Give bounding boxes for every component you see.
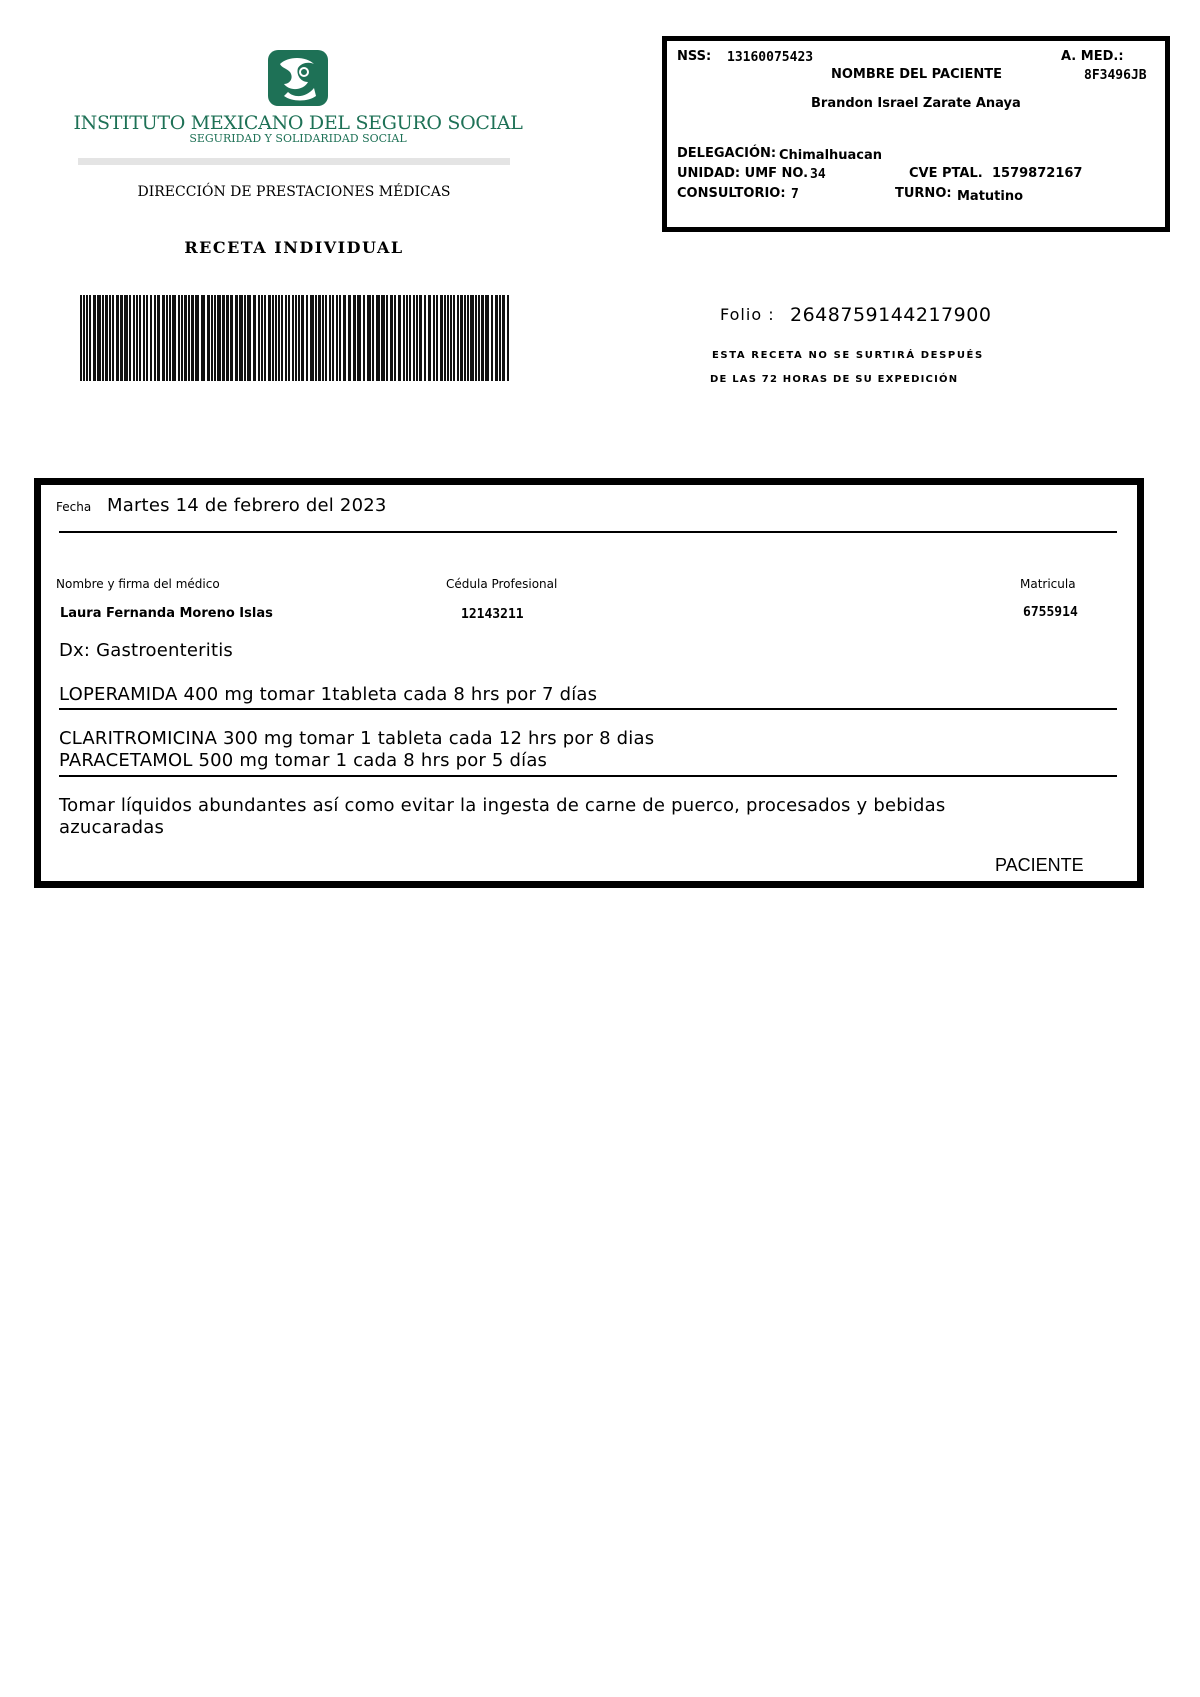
folio-value: 2648759144217900 — [790, 304, 992, 326]
diagnosis: Dx: Gastroenteritis — [59, 640, 233, 661]
document-title: RECETA INDIVIDUAL — [184, 238, 404, 257]
institution-name: INSTITUTO MEXICANO DEL SEGURO SOCIAL — [73, 112, 523, 134]
date-value: Martes 14 de febrero del 2023 — [107, 495, 387, 516]
folio-label: Folio : — [720, 305, 775, 324]
barcode-icon — [80, 295, 510, 381]
consultorio-value: 7 — [791, 187, 799, 202]
date-label: Fecha — [56, 500, 92, 514]
amed-value: 8F3496JB — [1084, 68, 1147, 83]
institution-tagline: SEGURIDAD Y SOLIDARIDAD SOCIAL — [189, 132, 407, 145]
doctor-name: Laura Fernanda Moreno Islas — [60, 606, 273, 621]
prescription-box — [34, 478, 1144, 888]
copy-label: PACIENTE — [995, 855, 1084, 875]
folio-note-line2: DE LAS 72 HORAS DE SU EXPEDICIÓN — [710, 374, 959, 385]
divider — [78, 158, 510, 165]
unidad-value: 34 — [810, 167, 826, 182]
patient-name-label: NOMBRE DEL PACIENTE — [831, 67, 1002, 82]
cedula-label: Cédula Profesional — [446, 577, 558, 591]
instructions-line2: azucaradas — [59, 817, 165, 838]
folio-note-line1: ESTA RECETA NO SE SURTIRÁ DESPUÉS — [712, 350, 984, 361]
turno-value: Matutino — [957, 189, 1024, 204]
cve-value: 1579872167 — [992, 166, 1083, 181]
consultorio-label: CONSULTORIO: — [677, 186, 786, 201]
unidad-label: UNIDAD: UMF NO. — [677, 166, 809, 181]
patient-name-value: Brandon Israel Zarate Anaya — [811, 96, 1021, 111]
cedula-value: 12143211 — [461, 607, 524, 622]
matricula-label: Matricula — [1020, 577, 1076, 591]
amed-label: A. MED.: — [1061, 49, 1124, 64]
matricula-value: 6755914 — [1023, 605, 1078, 620]
patient-info-box — [662, 36, 1170, 232]
medication-item: PARACETAMOL 500 mg tomar 1 cada 8 hrs por 5 días — [59, 750, 548, 771]
cve-label: CVE PTAL. — [909, 166, 983, 181]
doctor-label: Nombre y firma del médico — [56, 577, 220, 591]
turno-label: TURNO: — [895, 186, 952, 201]
delegacion-label: DELEGACIÓN: — [677, 146, 777, 161]
instructions-line1: Tomar líquidos abundantes así como evitar la ingesta de carne de puerco, procesados y bebidas — [59, 795, 946, 816]
nss-value: 13160075423 — [727, 50, 814, 65]
delegacion-value: Chimalhuacan — [779, 148, 883, 163]
divider — [59, 775, 1117, 777]
divider — [59, 708, 1117, 710]
nss-label: NSS: — [677, 49, 712, 64]
medication-item: CLARITROMICINA 300 mg tomar 1 tableta cada 12 hrs por 8 dias — [59, 728, 655, 749]
divider — [59, 531, 1117, 533]
medication-item: LOPERAMIDA 400 mg tomar 1tableta cada 8 hrs por 7 días — [59, 684, 598, 705]
direction-title: DIRECCIÓN DE PRESTACIONES MÉDICAS — [137, 184, 451, 200]
imss-logo-icon — [266, 48, 330, 108]
